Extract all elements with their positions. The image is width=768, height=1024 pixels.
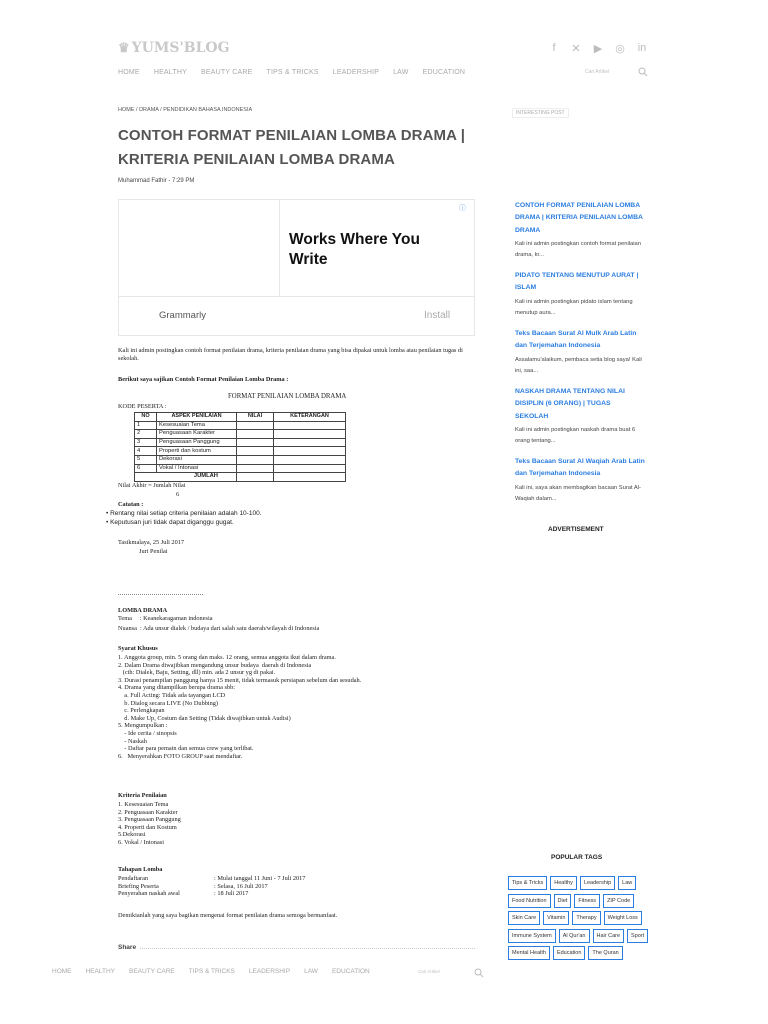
syarat-item: 5. Mengumpulkan :: [118, 722, 168, 730]
logo-text: YUMS'BLOG: [131, 40, 230, 56]
tag-link[interactable]: Sport: [627, 929, 648, 943]
doc-lead: Berikut saya sajikan Contoh Format Penilaian Lomba Drama :: [118, 376, 289, 383]
kriteria-heading: Kriteria Penilaian: [118, 792, 167, 799]
syarat-item: 3. Durasi penampilan panggung hanya 15 menit, tidak termasuk persiapan sebelum dan sesudah.: [118, 676, 362, 684]
tag-link[interactable]: Leadership: [580, 876, 615, 890]
nav-item-5[interactable]: LAW: [393, 69, 409, 76]
ad-install-button[interactable]: Install: [424, 310, 451, 321]
cell-nilai: [237, 430, 274, 439]
table-header: ASPEK PENILAIAN: [157, 413, 237, 422]
bottom-nav: [52, 968, 370, 975]
syarat-item: (cth: Dialek, Baju, Setting, dll) min. ada 2 unsur yg di pakai.: [118, 669, 276, 677]
syarat-item: - Ide cerita / sinopsis: [118, 729, 177, 737]
tahapan-row: [118, 875, 305, 883]
kriteria-list: [118, 801, 181, 847]
cell-no: 1: [135, 421, 157, 430]
cell-aspek: Dekorasi: [157, 455, 237, 464]
cell-no: 5: [135, 455, 157, 464]
sidebar-post-excerpt: Kali ini, saya akan membagikan bacaan Surat Al-Waqiah dalam...: [515, 484, 641, 502]
cell-no: 4: [135, 447, 157, 456]
sidebar-post[interactable]: [515, 386, 645, 447]
table-row: [135, 447, 346, 456]
cell-aspek: Vokal / Intonasi: [157, 464, 237, 473]
cell-jumlah: JUMLAH: [135, 473, 237, 482]
syarat-item: c. Perlengkapan: [118, 707, 165, 715]
tahapan-row: [118, 883, 305, 891]
top-nav: [118, 69, 465, 76]
share-button[interactable]: Share: [118, 944, 137, 951]
syarat-list: [118, 654, 361, 760]
table-header: NILAI: [237, 413, 274, 422]
cell-keterangan: [274, 421, 346, 430]
kriteria-item: 2. Penguasaan Karakter: [118, 808, 178, 816]
tag-link[interactable]: Tips & Tricks: [508, 876, 547, 890]
facebook-icon[interactable]: f: [552, 42, 556, 54]
tag-link[interactable]: Fitness: [574, 894, 600, 908]
table-header: KETERANGAN: [274, 413, 346, 422]
tag-link[interactable]: Immune System: [508, 929, 556, 943]
cell-no: 6: [135, 464, 157, 473]
syarat-item: 2. Dalam Drama diwajibkan mengandung unsur budaya daerah di Indonesia: [118, 661, 312, 669]
bottom-nav-item-3[interactable]: TIPS & TRICKS: [188, 968, 235, 975]
syarat-item: 4. Drama yang ditampilkan berupa drama sbb:: [118, 684, 235, 692]
note-item: • Keputusan juri tidak dapat diganggu gugat.: [106, 519, 234, 526]
syarat-item: - Naskah: [118, 737, 147, 745]
ad-banner[interactable]: [118, 199, 475, 336]
sidebar-post-title[interactable]: Teks Bacaan Surat Al Waqiah Arab Latin dan Terjemahan Indonesia: [515, 458, 645, 478]
nav-item-4[interactable]: LEADERSHIP: [332, 69, 380, 76]
share-divider: [140, 948, 475, 949]
table-row: [135, 455, 346, 464]
tahapan-value: : Selasa, 16 Juli 2017: [214, 882, 268, 890]
nav-item-2[interactable]: BEAUTY CARE: [200, 69, 253, 76]
divider: [118, 594, 203, 595]
tag-cloud: [508, 876, 653, 960]
syarat-item: b. Dialog secara LIVE (No Dubbing): [118, 699, 219, 707]
tag-link[interactable]: Diet: [554, 894, 572, 908]
juri-label: Juri Penilai: [139, 548, 168, 555]
tahapan-value: : Mulai tanggal 11 Juni - 7 Juli 2017: [214, 875, 306, 882]
nav-item-0[interactable]: HOME: [118, 69, 140, 76]
breadcrumb[interactable]: HOME / DRAMA / PENDIDIKAN BAHASA INDONESIA: [118, 107, 253, 113]
ad-headline[interactable]: Works Where You Write: [289, 231, 420, 268]
tag-link[interactable]: Food Nutrition: [508, 894, 551, 908]
closing-text: Demikianlah yang saya bagikan mengenai format penilaian drama semoga bermanfaat.: [118, 912, 338, 919]
search-input[interactable]: Cari Artikel: [585, 69, 610, 75]
bottom-search-input[interactable]: Cari Artikel: [418, 969, 440, 974]
note-item: • Rentang nilai setiap criteria penilaian adalah 10-100.: [106, 510, 262, 517]
cell-keterangan: [274, 430, 346, 439]
nilai-akhir: Nilai Akhir = Jumlah Nilai: [118, 482, 186, 489]
cell-nilai: [237, 455, 274, 464]
nilai-divisor: 6: [176, 491, 180, 498]
kriteria-item: 1. Kesesuaian Tema: [118, 801, 169, 808]
nav-item-6[interactable]: EDUCATION: [422, 69, 466, 76]
popular-tags-heading: POPULAR TAGS: [551, 854, 603, 861]
kriteria-item: 3. Penguasaan Panggung: [118, 816, 181, 824]
bottom-nav-item-6[interactable]: EDUCATION: [331, 968, 370, 975]
bottom-nav-item-1[interactable]: HEALTHY: [85, 968, 115, 975]
tag-link[interactable]: Education: [553, 946, 585, 960]
tahapan-label: Briefing Peserta: [118, 882, 159, 890]
cell-keterangan: [274, 447, 346, 456]
cell-keterangan: [274, 464, 346, 473]
sidebar-post[interactable]: [515, 456, 645, 505]
sidebar-post[interactable]: [515, 328, 645, 377]
sidebar-post-title[interactable]: Teks Bacaan Surat Al Mulk Arab Latin dan Terjemahan Indonesia: [515, 330, 637, 350]
cell-nilai: [237, 421, 274, 430]
sidebar-post-title[interactable]: PIDATO TENTANG MENUTUP AURAT | ISLAM: [515, 272, 639, 292]
kode-peserta: KODE PESERTA :: [118, 403, 167, 410]
sidebar-post-excerpt: Assalamu'alaikum, pembaca setia blog saya! Kali ini, saa...: [515, 356, 642, 374]
cell-no: 3: [135, 438, 157, 447]
tahapan-heading: Tahapan Lomba: [118, 866, 163, 873]
advertisement-label: ADVERTISEMENT: [548, 526, 604, 533]
cell-keterangan: [274, 438, 346, 447]
tag-link[interactable]: Al Qur'an: [559, 929, 590, 943]
youtube-icon[interactable]: ▶: [593, 42, 603, 55]
table-row-total: [135, 473, 346, 482]
nuansa-line: Nuansa : Ada unsur dialek / budaya dari salah satu daerah/wilayah di Indonesia: [118, 625, 320, 632]
site-logo[interactable]: [118, 40, 230, 56]
ad-brand[interactable]: Grammarly: [159, 310, 206, 321]
cell-aspek: Properti dan kostum: [157, 447, 237, 456]
tag-link[interactable]: The Quran: [588, 946, 622, 960]
tag-link[interactable]: Weight Loss: [604, 911, 642, 925]
page-title: CONTOH FORMAT PENILAIAN LOMBA DRAMA | KRITERIA PENILAIAN LOMBA DRAMA: [118, 127, 466, 168]
bottom-nav-item-4[interactable]: LEADERSHIP: [248, 968, 291, 975]
tema-line: Tema : Keanekaragaman indonesia: [118, 615, 213, 622]
tag-link[interactable]: ZIP Code: [603, 894, 634, 908]
post-byline: Muhammad Fathir - 7:29 PM: [118, 178, 195, 184]
crown-icon: ♛: [118, 40, 130, 56]
sidebar-post-title[interactable]: CONTOH FORMAT PENILAIAN LOMBA DRAMA | KRITERIA PENILAIAN LOMBA DRAMA: [515, 202, 643, 234]
doc-intro: Kali ini admin postingkan contoh format penilaian drama, kriteria penilaian drama yang bisa dipakai untuk lomba atau penilaian tugas di sekolah.: [118, 347, 463, 362]
cell-nilai: [237, 438, 274, 447]
nav-item-1[interactable]: HEALTHY: [153, 69, 187, 76]
sidebar-post-title[interactable]: NASKAH DRAMA TENTANG NILAI DISIPLIN (6 ORANG) | TUGAS SEKOLAH: [515, 388, 625, 420]
tahapan-label: Penyerahan naskah awal: [118, 890, 180, 898]
interesting-post-label: INTERESTING POST: [512, 108, 569, 118]
place-date: Tasikmalaya, 25 Juli 2017: [118, 539, 185, 546]
tag-link[interactable]: Law: [618, 876, 636, 890]
tag-link[interactable]: Vitamin: [543, 911, 569, 925]
bottom-nav-item-0[interactable]: HOME: [52, 968, 72, 975]
search-icon[interactable]: [474, 968, 484, 978]
tag-link[interactable]: Therapy: [572, 911, 600, 925]
form-title: FORMAT PENILAIAN LOMBA DRAMA: [228, 393, 347, 400]
tahapan-row: [118, 890, 305, 898]
search-icon[interactable]: [638, 67, 648, 77]
table-row: [135, 421, 346, 430]
adchoices-icon[interactable]: ⓘ: [459, 205, 466, 212]
syarat-item: - Daftar para pemain dan semua crew yang terlibat.: [118, 745, 254, 753]
cell-keterangan: [274, 455, 346, 464]
tag-link[interactable]: Skin Care: [508, 911, 540, 925]
tahapan-list: [118, 875, 305, 898]
linkedin-icon[interactable]: in: [637, 42, 647, 54]
kriteria-item: 5.Dekorasi: [118, 831, 146, 839]
syarat-item: 1. Anggota group, min. 5 orang dan maks. 12 orang, semua anggota ikut dalam drama.: [118, 654, 336, 661]
sidebar-post-excerpt: Kali ini admin postingkan contoh format penilaian drama, kr...: [515, 240, 641, 258]
social-links: [548, 42, 648, 54]
syarat-item: 6. Menyerahkan FOTO GROUP saat mendaftar.: [118, 752, 243, 760]
tahapan-value: : 18 Juli 2017: [214, 890, 249, 898]
cell-no: 2: [135, 430, 157, 439]
cell-aspek: Penguasaan Karakter: [157, 430, 237, 439]
cell-nilai: [237, 464, 274, 473]
table-header: NO: [135, 413, 157, 422]
catatan: Catatan :: [118, 501, 144, 508]
sidebar-post[interactable]: [515, 270, 645, 319]
table-row: [135, 438, 346, 447]
rubric-table: [134, 412, 346, 482]
tag-link[interactable]: Hair Care: [593, 929, 625, 943]
kriteria-item: 4. Properti dan Kostum: [118, 823, 177, 831]
cell-aspek: Penguasaan Panggung: [157, 438, 237, 447]
sidebar-post-excerpt: Kali ini admin postingkan pidato islam tentang menutup aura...: [515, 298, 633, 316]
cell-nilai: [237, 447, 274, 456]
kriteria-item: 6. Vokal / Intonasi: [118, 838, 164, 846]
cell-aspek: Kesesuaian Tema: [157, 421, 237, 430]
syarat-heading: Syarat Khusus: [118, 645, 158, 652]
syarat-item: a. Full Acting: Tidak ada tayangan LCD: [118, 691, 226, 699]
sidebar-post-excerpt: Kali ini admin postingkan naskah drama buat 6 orang tentang...: [515, 426, 636, 444]
instagram-icon[interactable]: ◎: [615, 42, 625, 55]
x-icon[interactable]: ✕: [571, 42, 581, 55]
table-row: [135, 430, 346, 439]
syarat-item: d. Make Up, Costum dan Setting (Tidak diwajibkan untuk Audisi): [118, 714, 291, 722]
tag-link[interactable]: Mental Health: [508, 946, 550, 960]
nav-item-3[interactable]: TIPS & TRICKS: [266, 69, 319, 76]
sidebar-post[interactable]: [515, 200, 645, 261]
cell-nilai: [237, 473, 274, 482]
cell-keterangan: [274, 473, 346, 482]
table-row: [135, 464, 346, 473]
tag-link[interactable]: Healthy: [550, 876, 577, 890]
lomba-heading: LOMBA DRAMA: [118, 607, 168, 614]
tahapan-label: Pendaftaran: [118, 875, 149, 882]
bottom-nav-item-5[interactable]: LAW: [304, 968, 318, 975]
bottom-nav-item-2[interactable]: BEAUTY CARE: [129, 968, 175, 975]
